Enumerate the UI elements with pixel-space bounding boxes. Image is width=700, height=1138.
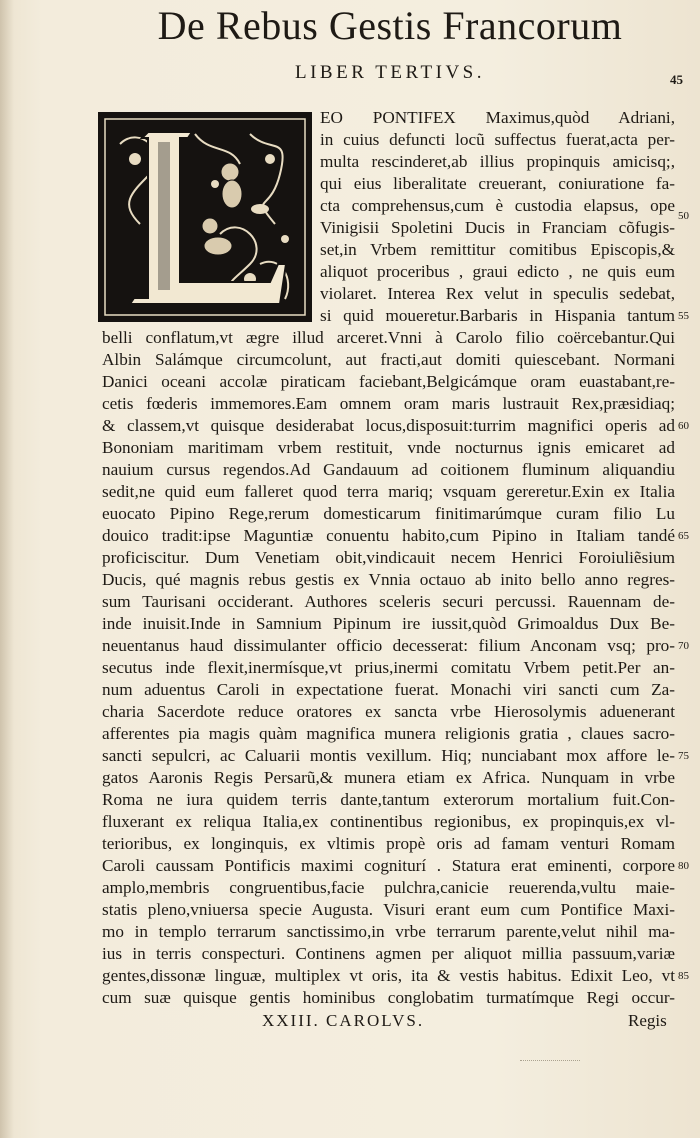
text-line: sum Taurisani occiderant. Authores sceleris securi percussi. Rauennam de- [102, 592, 675, 611]
text-line: gatos Aaronis Regis Persarũ,& munera etiam ex Africa. Nunquam in vrbe [102, 768, 675, 787]
text-line: inde inuisit.Inde in Samnium Pipinum ire iussit,quòd Grimoaldus Dux Be- [102, 614, 675, 633]
text-line: Albin Salámque circumcolunt, aut fracti,aut domiti quiescebant. Normani [102, 350, 675, 369]
text-line: num aduentus Caroli in expectatione fuerat. Monachi viri sancti cum Za- [102, 680, 675, 699]
woodcut-initial-L [98, 112, 312, 322]
margin-line-number: 65 [678, 530, 689, 542]
text-line: cta comprehensus,cum è custodia elapsus, ope [320, 196, 675, 215]
paper-blemish [520, 1060, 580, 1064]
text-line: EO PONTIFEX Maximus,quòd Adriani, [320, 108, 675, 127]
text-line: Danici oceani accolæ piraticam faciebant,Belgicámque oram euastabant,re- [102, 372, 675, 391]
folio-number: 45 [670, 72, 683, 87]
text-line: aliquot proceribus , graui edicto , ne quis eum [320, 262, 675, 281]
text-line: afferentes pia magis quàm magnifica munera religionis gratia , claues sacro- [102, 724, 675, 743]
text-line: Caroli caussam Pontificis maximi cogniturí . Statura erat eminenti, corpore [102, 856, 675, 875]
decorated-initial-icon [100, 114, 310, 320]
text-line: Vinigisii Spoletini Ducis in Franciam cõfugis- [320, 218, 675, 237]
margin-line-number: 55 [678, 310, 689, 322]
margin-line-number: 70 [678, 640, 689, 652]
text-line: qui eius liberalitate creuerant, coniuratione fa- [320, 174, 675, 193]
text-line: euocato Pipino Rege,rerum domesticarum finitimarúmque curam filio Lu [102, 504, 675, 523]
text-line: violaret. Interea Rex velut in speculis sedebat, [320, 284, 675, 303]
text-line: in cuius defuncti locũ suffectus fuerat,acta per- [320, 130, 675, 149]
text-line: mo in templo terrarum sanctissimo,in vrbe terrarum parente,velut nihil ma- [102, 922, 675, 941]
text-line: nauium cursus regendos.Ad Gandauum ad coitionem fluminum aliquandiu [102, 460, 675, 479]
text-line: & classem,vt quisque desiderabat locus,disposuit:turrim magnifici operis ad [102, 416, 675, 435]
book-title: LIBER TERTIVS. [294, 62, 485, 83]
text-line: Ducis, qué magnis rebus gestis ex Vnnia octauo ab inito bello anno regres- [102, 570, 675, 589]
text-line: douico tradit:ipse Maguntiæ conuentu habito,cum Pipino in Italiam tandé [102, 526, 675, 545]
text-line: cum suæ quisque gentis hominibus conglobatim turmatímque Regi occur- [102, 988, 675, 1007]
page-gutter-shadow [0, 0, 14, 1138]
text-line: cetis fœderis immemores.Eam omnem oram maris lustrauit Rex,præsidiaq; [102, 394, 675, 413]
margin-line-number: 80 [678, 860, 689, 872]
text-line: Bononiam maritimam vrbem restituit, vnde nocturnus ignis emicaret ad [102, 438, 675, 457]
running-title: De Rebus Gestis Francorum [157, 3, 623, 48]
text-line: charia Sacerdote reduce oratores ex sancta vrbe Hierosolymis aduenerant [102, 702, 675, 721]
text-line: secutus inde flexit,inermísque,vt prius,inermi comitatu Vrbem petit.Per an- [102, 658, 675, 677]
text-line: multa rescinderet,ab illius propinquis amicisq;, [320, 152, 675, 171]
text-line: neuentanus haud dissimulanter officio decesserat: filium Anconam vsq; pro- [102, 636, 675, 655]
text-line: statis pleno,vniuersa specie Augusta. Visuri erant eum cum Pontifice Maxi- [102, 900, 675, 919]
text-line: Roma ne iura quidem terris dante,tantum exterorum mortalium fuit.Con- [102, 790, 675, 809]
text-line: gentes,dissonæ linguæ, multiplex vt oris, ita & vestis habitus. Edixit Leo, vt [102, 966, 675, 985]
margin-line-number: 85 [678, 970, 689, 982]
margin-line-number: 50 [678, 210, 689, 222]
text-line: terioribus, ex longinquis, ex vltimis propè oris ad famam venturi Romam [102, 834, 675, 853]
text-line: ius in terris conspecturi. Continens agmen per aliquot millia passuum,variæ [102, 944, 675, 963]
margin-line-number: 75 [678, 750, 689, 762]
margin-line-number: 60 [678, 420, 689, 432]
catchword: Regis [628, 1011, 667, 1030]
text-line: amplo,membris congruentibus,facie pulchra,canicie reuerenda,vultu maie- [102, 878, 675, 897]
text-line: proficiscitur. Dum Venetiam obit,vindicauit necem Henrici Foroiuliẽsium [102, 548, 675, 567]
text-line: set,in Vrbem remittitur comitibus Episcopis,& [320, 240, 675, 259]
text-line: sedit,ne quid eum falleret quod terra mariq; vsquam gereretur.Exin ex Italia [102, 482, 675, 501]
text-line: belli conflatum,vt ægre illud arceret.Vnni à Carolo filio coërcebantur.Qui [102, 328, 675, 347]
text-line: fluxerant ex reliqua Italia,ex continentibus regionibus, ex propinquis,ex vl- [102, 812, 675, 831]
text-line: si quid moueretur.Barbaris in Hispania tantum [320, 306, 675, 325]
text-line: sancti sepulcri, ac Caluarii montis vexillum. Hiq; nunciabant mox affore le- [102, 746, 675, 765]
signature-mark: XXIII. CAROLVS. [262, 1011, 425, 1030]
